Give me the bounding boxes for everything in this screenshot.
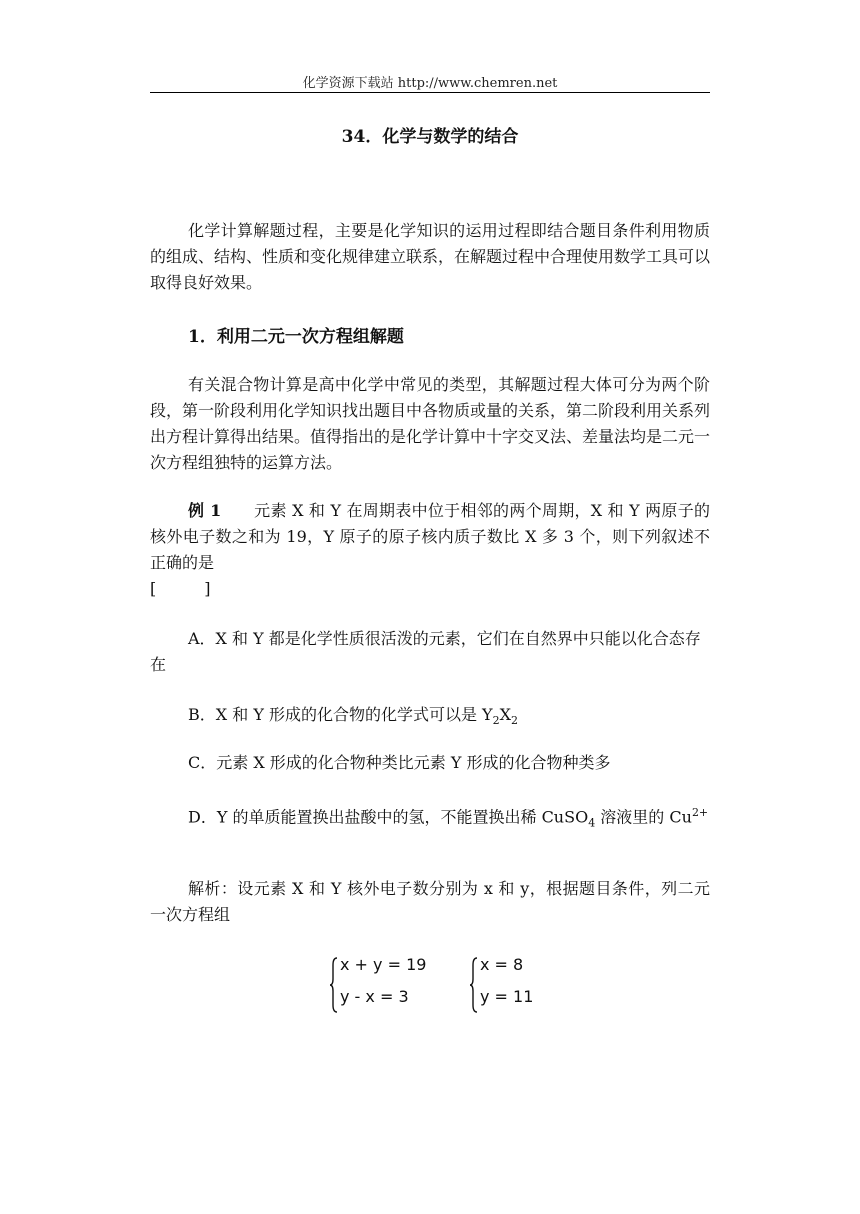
left-brace-icon [330,957,338,1013]
equation-line: x + y = 19 [340,955,427,974]
option-a: A．X 和 Y 都是化学性质很活泼的元素，它们在自然界中只能以化合态存在 [150,629,701,674]
header-divider [150,92,710,93]
example-question: 元素 X 和 Y 在周期表中位于相邻的两个周期，X 和 Y 两原子的核外电子数之和为 19，Y 原子的原子核内质子数比 X 多 3 个，则下列叙述不正确的是 [150,501,710,572]
answer-bracket: [ ] [150,579,211,598]
section-heading-1: 1．利用二元一次方程组解题 [188,327,404,347]
equation-line: y - x = 3 [340,987,409,1006]
example-label: 例 1 [188,501,222,520]
page-header: 化学资源下载站 http://www.chemren.net [302,76,558,91]
left-brace-icon [470,957,478,1013]
option-c: C．元素 X 形成的化合物种类比元素 Y 形成的化合物种类多 [188,753,611,772]
solution-line: y = 11 [480,987,534,1006]
example-1 [150,498,710,576]
document-title: 34．化学与数学的结合 [341,127,519,147]
option-d: D．Y 的单质能置换出盐酸中的氢，不能置换出稀 CuSO$_4$ 溶液里的 $Cu^{2+}$ [188,806,709,830]
section1-paragraph: 有关混合物计算是高中化学中常见的类型，其解题过程大体可分为两个阶段，第一阶段利用化学知识找出题目中各物质或量的关系，第二阶段利用关系列出方程计算得出结果。值得指出的是化学计算中十字交叉法、差量法均是二元一次方程组独特的运算方法。 [150,375,711,472]
solution-line: x = 8 [480,955,524,974]
intro-paragraph: 化学计算解题过程，主要是化学知识的运用过程即结合题目条件利用物质的组成、结构、性质和变化规律建立联系，在解题过程中合理使用数学工具可以取得良好效果。 [150,221,711,292]
option-b: B．X 和 Y 形成的化合物的化学式可以是 $Y_2X_2$ [188,705,519,728]
analysis-paragraph: 解析：设元素 X 和 Y 核外电子数分别为 x 和 y，根据题目条件，列二元一次方程组 [150,879,710,924]
